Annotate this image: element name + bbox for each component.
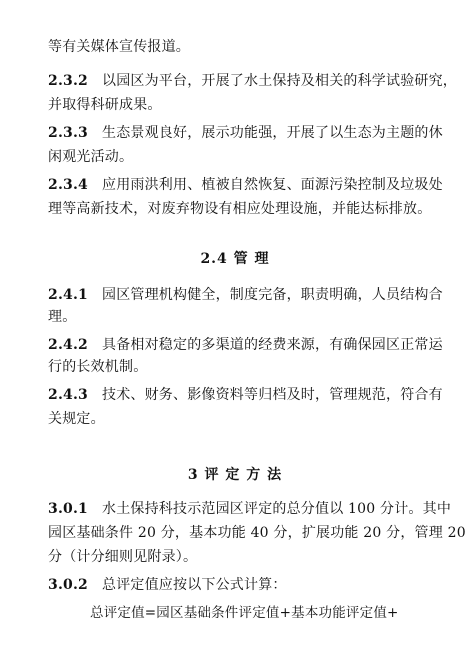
clause-number: 2.4.2 [48,337,88,353]
clause-text: 具备相对稳定的多渠道的经费来源，有确保园区正常运 [102,337,443,353]
clause-2-3-4-line-2: 理等高新技术，对废弃物设有相应处理设施，并能达标排放。 [48,201,432,217]
clause-2-3-3-line-1 [48,124,443,142]
clause-2-4-3-line-1 [48,386,443,404]
clause-2-3-4-line-1 [48,176,443,194]
clause-3-0-1-line-1 [48,500,451,518]
formula-line: 总评定值=园区基础条件评定值+基本功能评定值+ [90,605,399,621]
clause-2-4-1-line-2: 理。 [48,309,77,325]
clause-text: 技术、财务、影像资料等归档及时，管理规范，符合有 [102,387,443,403]
section-2-4-heading: 2.4 管 理 [200,251,270,267]
clause-3-0-2-line-1 [48,576,287,594]
clause-3-0-1-line-3: 分（计分细则见附录）。 [48,549,198,565]
clause-2-4-1-line-1 [48,286,443,304]
section-3-heading: 3 评 定 方 法 [187,467,283,483]
clause-text: 总评定值应按以下公式计算： [102,577,287,593]
clause-2-3-2-line-2: 并取得科研成果。 [48,97,162,113]
clause-3-0-1-line-2: 园区基础条件 20 分，基本功能 40 分，扩展功能 20 分，管理 20 [48,525,466,541]
clause-number: 2.4.1 [48,287,88,303]
clause-2-4-3-line-2: 关规定。 [48,411,105,427]
clause-2-3-3-line-2: 闲观光活动。 [48,149,134,165]
clause-number: 3.0.2 [48,577,88,593]
clause-number: 2.4.3 [48,387,88,403]
clause-text: 以园区为平台，开展了水土保持及相关的科学试验研究， [102,73,457,89]
clause-number: 3.0.1 [48,501,88,517]
clause-2-4-2-line-2: 行的长效机制。 [48,359,148,375]
clause-2-3-2-line-1 [48,72,457,90]
clause-text: 应用雨洪利用、植被自然恢复、面源污染控制及垃圾处 [102,177,443,193]
clause-2-4-2-line-1 [48,336,443,354]
continuation-line: 等有关媒体宣传报道。 [48,39,190,55]
clause-number: 2.3.4 [48,177,88,193]
clause-text: 生态景观良好，展示功能强，开展了以生态为主题的休 [102,125,443,141]
clause-text: 水土保持科技示范园区评定的总分值以 100 分计。其中 [102,501,452,517]
clause-number: 2.3.2 [48,73,88,89]
clause-text: 园区管理机构健全，制度完备，职责明确，人员结构合 [102,287,443,303]
clause-number: 2.3.3 [48,125,88,141]
